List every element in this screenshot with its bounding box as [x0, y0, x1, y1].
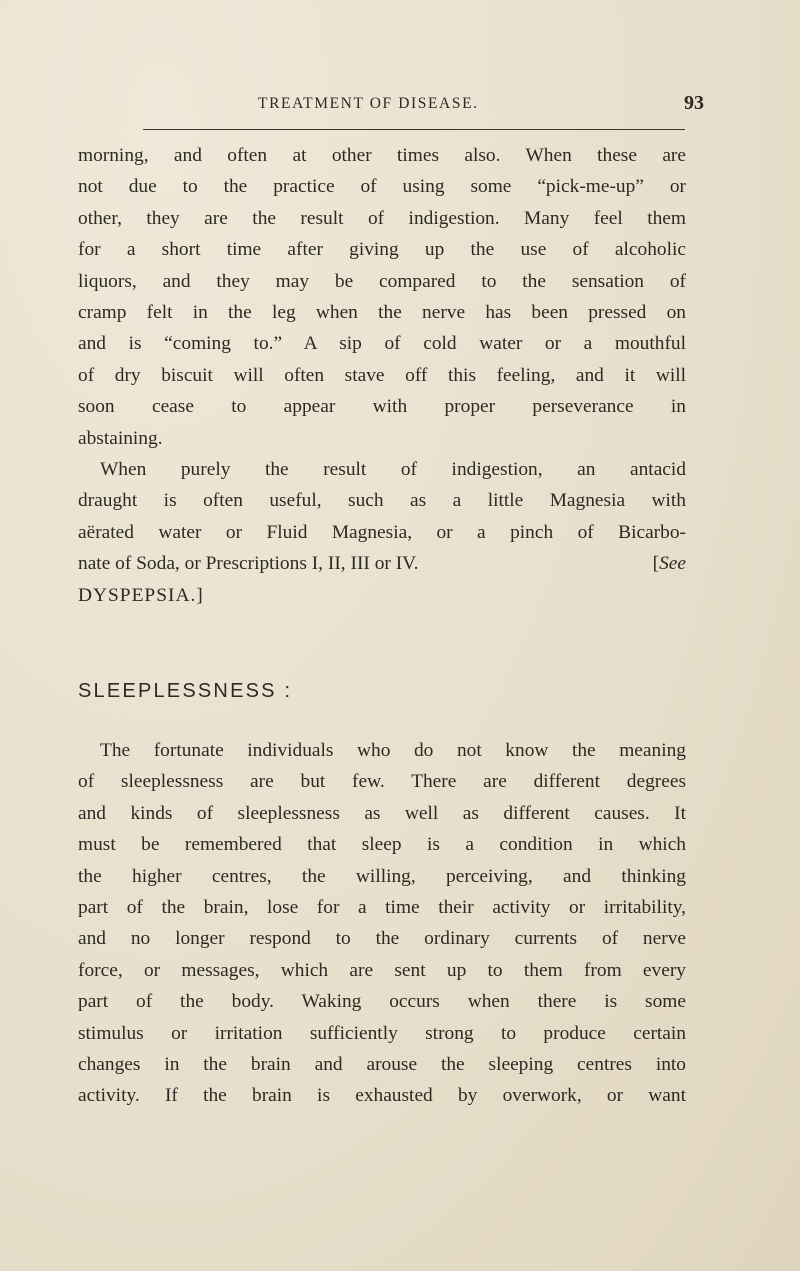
running-head: TREATMENT OF DISEASE. — [258, 95, 479, 112]
text-segment: nate of Soda, or Prescriptions I, II, III or IV. — [78, 553, 419, 575]
see-reference — [653, 548, 686, 579]
text-line: not due to the practice of using some “pick-me-up” or — [78, 176, 686, 198]
text-line: must be remembered that sleep is a condition in which — [78, 834, 686, 856]
text-line: the higher centres, the willing, perceiving, and thinking — [78, 865, 686, 887]
text-line: aërated water or Fluid Magnesia, or a pinch of Bicarbo- — [78, 521, 686, 543]
text-line: part of the body. Waking occurs when there is some — [78, 991, 686, 1013]
text-line: and no longer respond to the ordinary currents of nerve — [78, 928, 686, 950]
text-line: force, or messages, which are sent up to them from every — [78, 959, 686, 981]
text-line: and is “coming to.” A sip of cold water or a mouthful — [78, 333, 686, 355]
text-line: activity. If the brain is exhausted by overwork, or want — [78, 1085, 686, 1107]
paragraph-2 — [78, 454, 686, 611]
see-word: See — [659, 553, 686, 575]
text-line: changes in the brain and arouse the sleeping centres into — [78, 1054, 686, 1076]
text-line: liquors, and they may be compared to the sensation of — [78, 270, 686, 292]
text-line: part of the brain, lose for a time their activity or irritability, — [78, 897, 686, 919]
text-line: The fortunate individuals who do not know the meaning — [100, 740, 686, 761]
text-line: cramp felt in the leg when the nerve has been pressed on — [78, 302, 686, 324]
text-line: other, they are the result of indigestion. Many feel them — [78, 207, 686, 229]
paragraph-1 — [78, 140, 686, 454]
text-line: soon cease to appear with proper perseverance in — [78, 396, 686, 418]
header-rule — [143, 129, 685, 130]
text-line — [78, 548, 686, 579]
text-line: of dry biscuit will often stave off this feeling, and it will — [78, 364, 686, 386]
text-line: When purely the result of indigestion, an antacid — [100, 459, 686, 480]
text-line: stimulus or irritation sufficiently strong to produce certain — [78, 1022, 686, 1044]
cross-reference-target: DYSPEPSIA.] — [78, 584, 204, 606]
paragraph-3 — [78, 735, 686, 1112]
text-line: for a short time after giving up the use of alcoholic — [78, 239, 686, 261]
text-line: morning, and often at other times also. When these are — [78, 145, 686, 166]
text-line: and kinds of sleeplessness as well as different causes. It — [78, 802, 686, 824]
text-line: draught is often useful, such as a little Magnesia with — [78, 490, 686, 512]
section-heading: SLEEPLESSNESS : — [78, 680, 293, 702]
text-line: abstaining. — [78, 427, 163, 449]
bracket-open: [ — [652, 553, 660, 575]
page-number: 93 — [684, 92, 704, 114]
text-line: of sleeplessness are but few. There are different degrees — [78, 771, 686, 793]
